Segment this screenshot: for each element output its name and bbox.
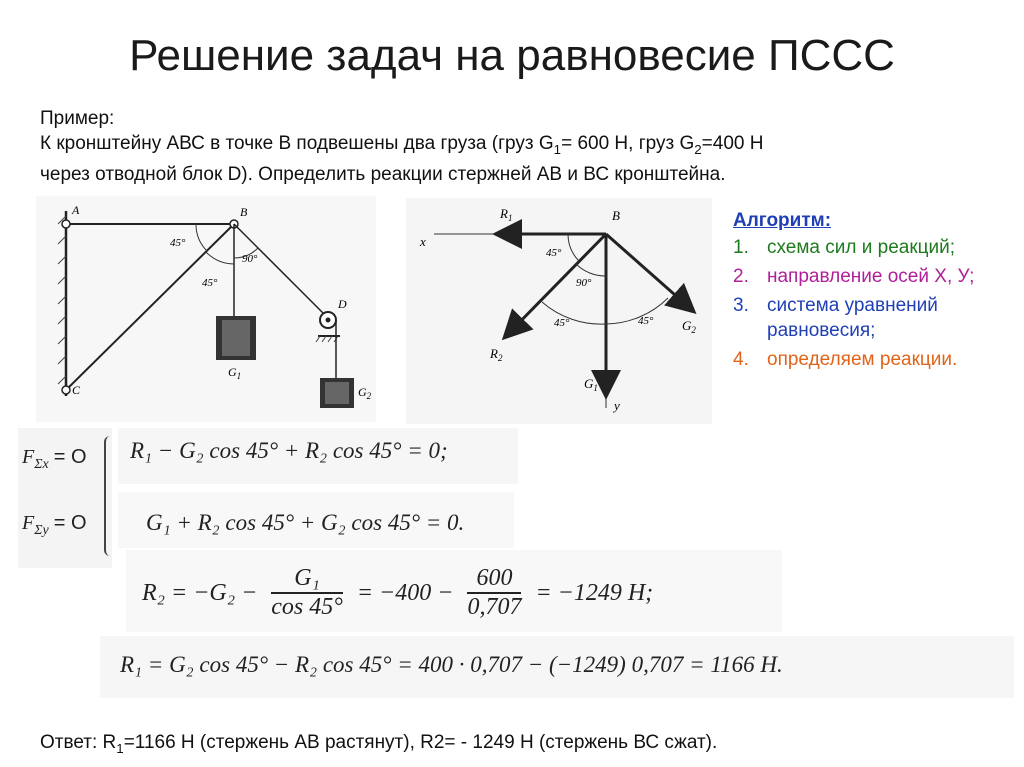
system-brace xyxy=(104,436,116,556)
equation-1: R₁ − G₂ cos 45° + R₂ cos 45° = 0; xyxy=(130,438,448,463)
angle2-45-a: 45° xyxy=(546,247,562,259)
label-r1: $R_1$ xyxy=(500,206,513,223)
label-g2: $G_2$ xyxy=(358,385,372,401)
algorithm-step-2: 2. направление осей Х, У; xyxy=(733,266,975,287)
label-y: y xyxy=(614,398,620,413)
equation-3: R₂ = −G₂ − G₁ cos 45° = −400 − 600 0,707 = −1249 Н; xyxy=(142,565,654,620)
bracket-diagram xyxy=(36,196,376,422)
fx-label: $F_{\Sigma x} = O$ xyxy=(22,446,87,472)
slide-title: Решение задач на равновесие ПССС xyxy=(129,31,895,80)
algorithm-step-1: 1. схема сил и реакций; xyxy=(733,237,956,258)
fy-label: $F_{\Sigma y} = O$ xyxy=(22,512,87,538)
algorithm-step-3: 3. система уравнений равновесия; xyxy=(733,295,938,341)
algorithm-step-4: 4. определяем реакции. xyxy=(733,349,958,370)
algorithm-title: Алгоритм: xyxy=(733,210,832,231)
label-b2: B xyxy=(612,208,620,223)
angle2-45-c: 45° xyxy=(638,315,654,327)
problem-label: Пример: xyxy=(40,108,115,129)
label-g1b: $G_1$ xyxy=(584,376,598,393)
label-c: C xyxy=(72,383,81,397)
angle-45-a: 45° xyxy=(170,237,186,249)
answer-line: Ответ: $R_1=1166$ Н (стержень АВ растянут), R2= - 1249 Н (стержень ВС сжат). xyxy=(40,732,718,756)
label-x: x xyxy=(420,234,426,249)
force-diagram xyxy=(406,198,712,424)
angle2-90: 90° xyxy=(576,277,592,289)
angle2-45-b: 45° xyxy=(554,317,570,329)
problem-statement xyxy=(40,106,980,187)
equation-4: R₁ = G₂ cos 45° − R₂ cos 45° = 400 · 0,707 − (−1249) 0,707 = 1166 Н. xyxy=(120,652,783,677)
problem-line-1: К кронштейну АВС в точке В подвешены два груза (груз $G_1= 600$ Н, груз $G_2=400$ Н xyxy=(40,133,764,157)
problem-line-2: через отводной блок D). Определить реакции стержней АВ и ВС кронштейна. xyxy=(40,163,726,185)
angle-90: 90° xyxy=(242,253,258,265)
label-g2b: $G_2$ xyxy=(682,318,696,335)
label-a: A xyxy=(72,203,80,217)
label-g1: $G_1$ xyxy=(228,365,242,381)
label-d: D xyxy=(338,297,347,311)
label-b: B xyxy=(240,205,248,219)
angle-45-b: 45° xyxy=(202,277,218,289)
algorithm-list xyxy=(733,208,1013,376)
equation-2: G₁ + R₂ cos 45° + G₂ cos 45° = 0. xyxy=(146,510,465,535)
label-r2: $R_2$ xyxy=(490,346,503,363)
